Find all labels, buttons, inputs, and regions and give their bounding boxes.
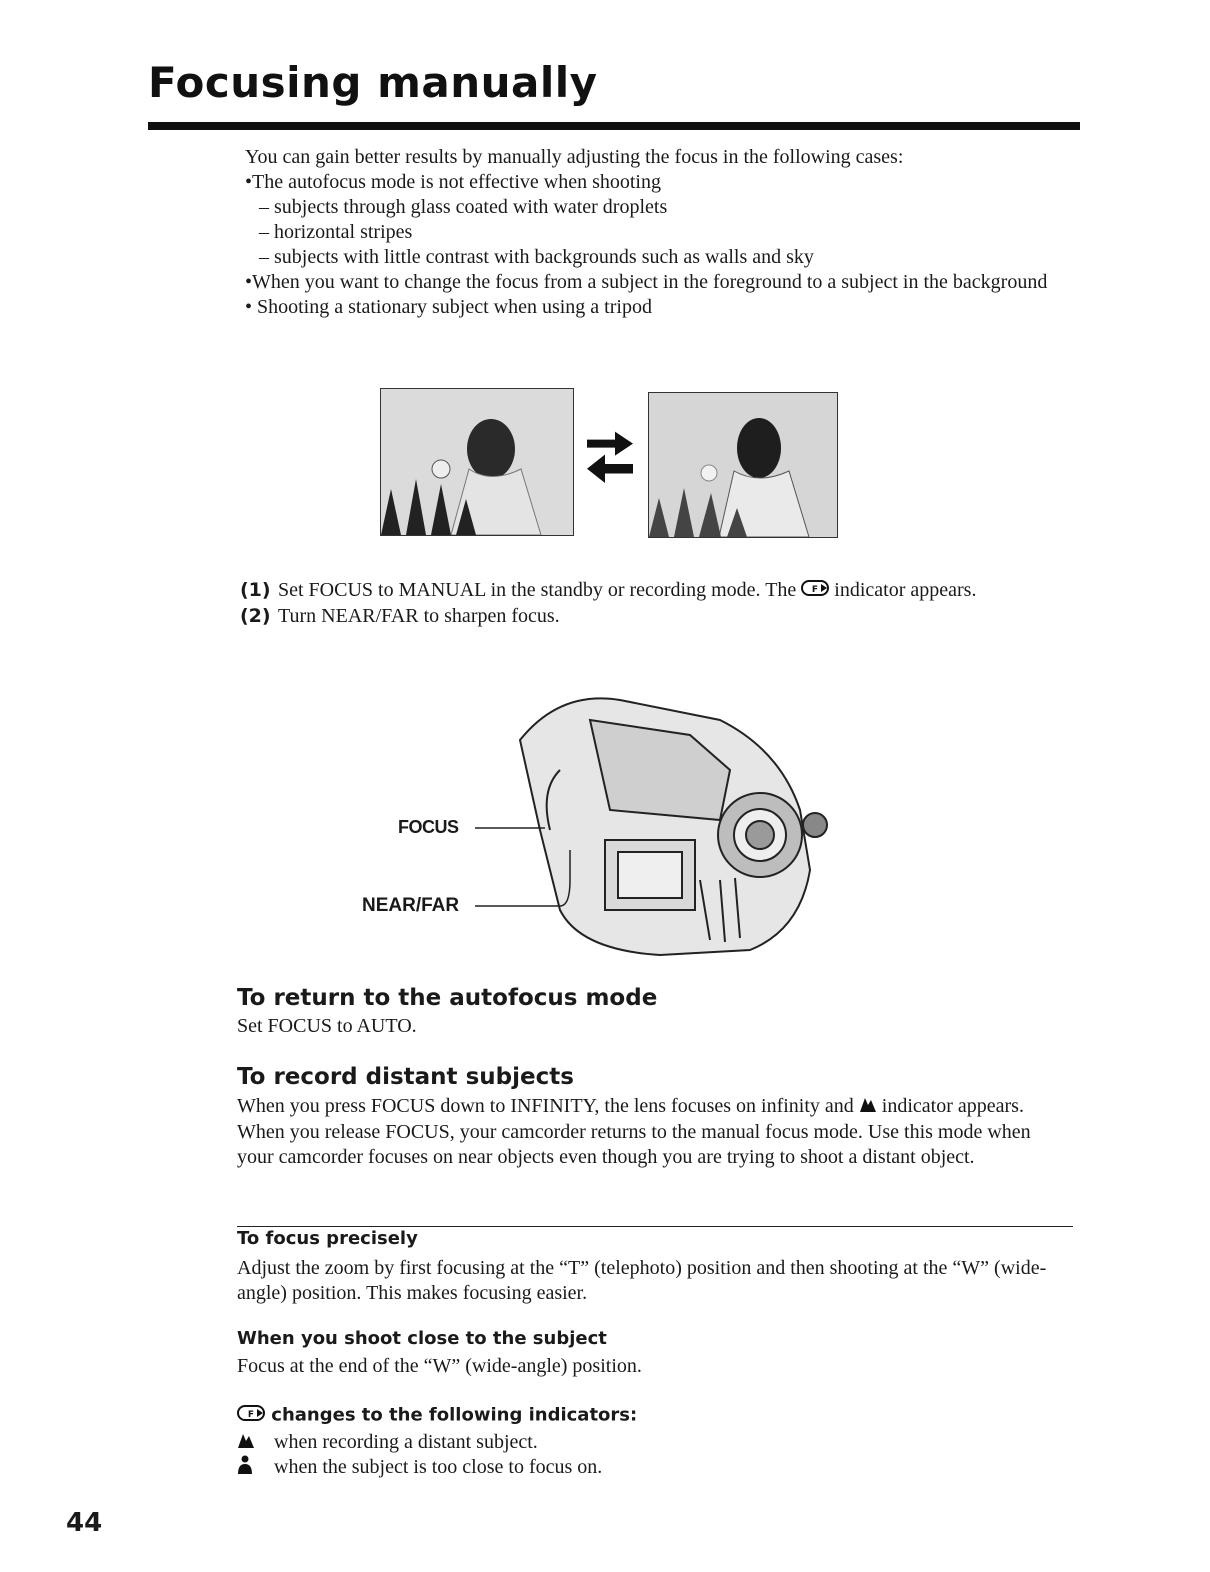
step-1-number: (1) [240,579,271,601]
infinity-mountain-icon [859,1095,877,1120]
heading-distant-subjects: To record distant subjects [237,1064,574,1090]
heading-shoot-close: When you shoot close to the subject [237,1328,607,1349]
distant-text-before: When you press FOCUS down to INFINITY, the lens focuses on infinity and [237,1095,854,1117]
text-distant-subjects [237,1094,1067,1170]
indicator-item [237,1430,538,1456]
intro-sub-2: – horizontal stripes [259,221,413,243]
svg-text:F: F [812,584,819,595]
intro-section [245,145,1095,320]
label-near-far: NEAR/FAR [362,895,460,916]
manual-focus-icon [801,579,829,604]
page-title: Focusing manually [148,58,598,107]
step-1-text: Set FOCUS to MANUAL in the standby or recording mode. The [278,579,797,601]
close-subject-icon [237,1455,269,1482]
text-shoot-close: Focus at the end of the “W” (wide-angle) position. [237,1355,642,1377]
step-2 [240,604,1070,629]
switch-arrows-icon [585,430,635,495]
intro-bullet-3: • Shooting a stationary subject when using a tripod [245,296,652,318]
photo-foreground-focus [380,388,574,536]
page-number: 44 [66,1508,103,1538]
text-focus-precisely: Adjust the zoom by first focusing at the “T” (telephoto) position and then shooting at the “W” (wide-angle) position. This makes focusing easier. [237,1257,1047,1304]
photo-background-focus [648,392,838,538]
intro-bullet-2: •When you want to change the focus from a subject in the foreground to a subject in the background [245,271,1048,293]
section-divider [237,1226,1073,1227]
intro-sub-1: – subjects through glass coated with water droplets [259,196,668,218]
step-1 [240,578,1070,604]
distant-text-after: indicator appears. When you release FOCUS, your camcorder returns to the manual focus mode. Use this mode when your camcorder focuses on near objects even though you are trying to shoot a distant object. [237,1095,1031,1168]
step-1-text-after: indicator appears. [834,579,977,601]
step-2-text: Turn NEAR/FAR to sharpen focus. [278,604,560,627]
heading-return-autofocus: To return to the autofocus mode [237,985,658,1011]
intro-lead: You can gain better results by manually adjusting the focus in the following cases: [245,146,904,168]
text-return-autofocus: Set FOCUS to AUTO. [237,1015,417,1037]
indicator-distant-text: when recording a distant subject. [274,1431,538,1453]
heading-indicators [237,1404,637,1427]
step-2-number: (2) [240,604,271,627]
svg-text:F: F [247,1410,255,1420]
intro-bullet-1: •The autofocus mode is not effective when shooting [245,171,661,193]
manual-focus-icon [237,1404,265,1427]
heading-focus-precisely: To focus precisely [237,1228,418,1249]
indicators-heading-text: changes to the following indicators: [271,1404,638,1426]
steps-list [240,578,1070,629]
label-focus: FOCUS [398,817,459,837]
title-rule [148,122,1080,130]
camcorder-diagram [360,680,860,960]
indicator-item [237,1455,602,1482]
infinity-mountain-icon [237,1431,269,1456]
indicator-close-text: when the subject is too close to focus on. [274,1456,603,1479]
intro-sub-3: – subjects with little contrast with backgrounds such as walls and sky [259,246,814,268]
